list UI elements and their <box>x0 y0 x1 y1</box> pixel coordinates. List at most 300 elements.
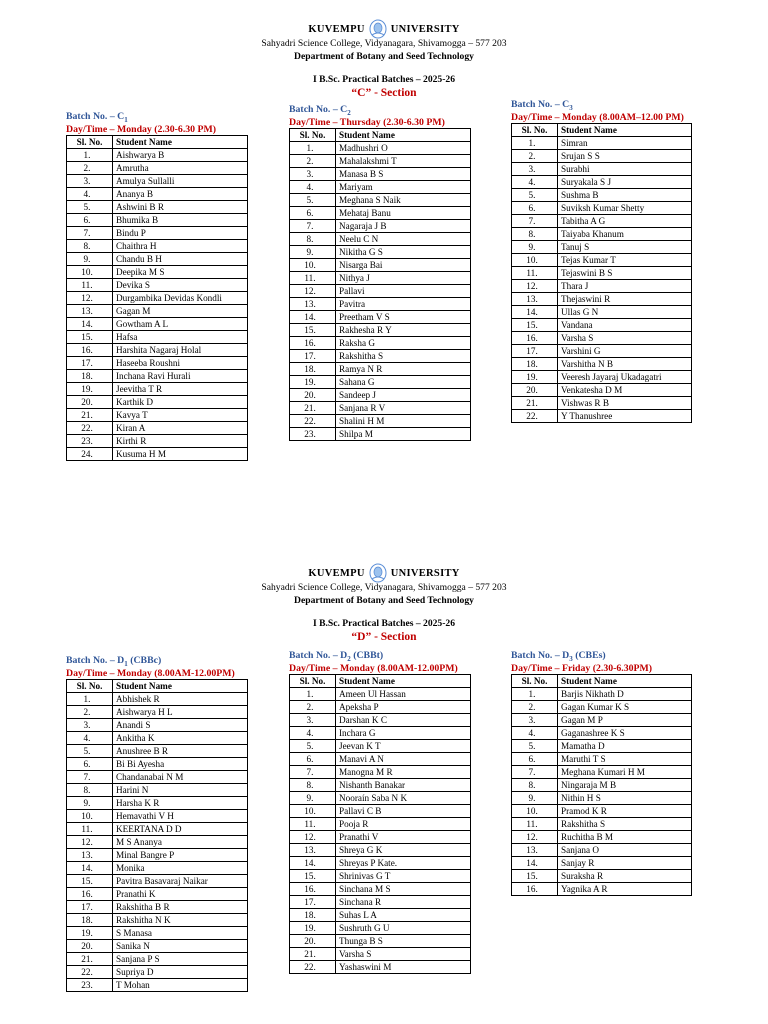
student-name: Meghana Kumari H M <box>558 765 692 778</box>
batch-number: Batch No. – $D_2$ (CBBt) <box>289 650 384 663</box>
student-name: Pavitra <box>336 297 471 310</box>
college-name: Sahyadri Science College, Vidyanagara, Shivamogga – 577 203 <box>261 38 507 49</box>
student-name: Darshan K C <box>336 713 471 726</box>
student-name: Durgambika Devidas Kondli <box>113 291 248 304</box>
table-row <box>512 240 692 253</box>
column-header-sl-no: Sl. No. <box>290 674 336 687</box>
batch-daytime: Day/Time – Friday (2.30-6.30PM) <box>511 662 653 674</box>
serial-number: 22. <box>67 965 113 978</box>
student-name: Nooraín Saba N K <box>336 791 471 804</box>
student-name: Aishwarya H L <box>113 705 248 718</box>
table-row <box>290 791 471 804</box>
serial-number: 12. <box>512 279 558 292</box>
student-name: Surabhi <box>558 162 692 175</box>
student-name: Thara J <box>558 279 692 292</box>
serial-number: 20. <box>67 939 113 952</box>
university-row <box>0 562 768 584</box>
table-row <box>290 141 471 154</box>
serial-number: 24. <box>67 447 113 460</box>
student-name: Mariyam <box>336 180 471 193</box>
table-row <box>290 804 471 817</box>
serial-number: 11. <box>67 822 113 835</box>
serial-number: 7. <box>512 765 558 778</box>
student-name: Pooja R <box>336 817 471 830</box>
student-name: Rakshitha S <box>336 349 471 362</box>
university-name-left: KUVEMPU <box>308 567 365 579</box>
table-row <box>67 718 248 731</box>
table-row <box>512 162 692 175</box>
serial-number: 17. <box>67 356 113 369</box>
serial-number: 14. <box>512 305 558 318</box>
serial-number: 3. <box>67 718 113 731</box>
table-row <box>67 265 248 278</box>
student-name: Varshitha N B <box>558 357 692 370</box>
serial-number: 19. <box>290 375 336 388</box>
student-name: Nithin H S <box>558 791 692 804</box>
student-name: Abhishek R <box>113 692 248 705</box>
university-row <box>0 18 768 40</box>
student-name: Preetham V S <box>336 310 471 323</box>
serial-number: 15. <box>290 323 336 336</box>
table-row <box>290 206 471 219</box>
table-row <box>67 382 248 395</box>
student-name: Anandi S <box>113 718 248 731</box>
table-row <box>512 791 692 804</box>
serial-number: 14. <box>67 317 113 330</box>
serial-number: 10. <box>512 804 558 817</box>
serial-number: 3. <box>290 713 336 726</box>
student-name: Ananya B <box>113 187 248 200</box>
serial-number: 15. <box>67 330 113 343</box>
serial-number: 11. <box>512 266 558 279</box>
serial-number: 21. <box>512 396 558 409</box>
student-name: Sushma B <box>558 188 692 201</box>
table-row <box>67 783 248 796</box>
student-name: Tanuj S <box>558 240 692 253</box>
section-c <box>0 18 768 99</box>
table-row <box>290 388 471 401</box>
batch-d1 <box>66 655 248 992</box>
serial-number: 5. <box>512 188 558 201</box>
serial-number: 16. <box>512 882 558 895</box>
student-name: Sushruth G U <box>336 921 471 934</box>
table-row <box>67 343 248 356</box>
table-row <box>67 174 248 187</box>
student-name: Varshini G <box>558 344 692 357</box>
column-header-student-name: Student Name <box>558 123 692 136</box>
table-row <box>290 713 471 726</box>
student-name: Harshita Nagaraj Holal <box>113 343 248 356</box>
batches-title: I B.Sc. Practical Batches – 2025-26 <box>312 618 456 629</box>
serial-number: 20. <box>290 388 336 401</box>
student-name: Jeevan K T <box>336 739 471 752</box>
serial-number: 16. <box>290 336 336 349</box>
column-header-student-name: Student Name <box>336 128 471 141</box>
serial-number: 6. <box>290 206 336 219</box>
table-row <box>67 926 248 939</box>
student-name: Manavi A N <box>336 752 471 765</box>
serial-number: 1. <box>290 687 336 700</box>
page-header <box>0 562 768 643</box>
column-header-sl-no: Sl. No. <box>290 128 336 141</box>
serial-number: 2. <box>290 154 336 167</box>
table-row <box>67 770 248 783</box>
table-row <box>290 323 471 336</box>
student-name: Shreyas P Kate. <box>336 856 471 869</box>
student-name: Pallavi C B <box>336 804 471 817</box>
table-row <box>290 414 471 427</box>
serial-number: 15. <box>67 874 113 887</box>
student-name: Hemavathi V H <box>113 809 248 822</box>
college-name: Sahyadri Science College, Vidyanagara, Shivamogga – 577 203 <box>261 582 507 593</box>
table-row <box>512 136 692 149</box>
student-name: Yagnika A R <box>558 882 692 895</box>
student-name: Sahana G <box>336 375 471 388</box>
serial-number: 21. <box>67 408 113 421</box>
student-name: Manogna M R <box>336 765 471 778</box>
table-row <box>67 705 248 718</box>
student-name: Nithya J <box>336 271 471 284</box>
serial-number: 4. <box>512 726 558 739</box>
batch-d2 <box>289 650 471 974</box>
student-name: Haseeba Roushni <box>113 356 248 369</box>
table-row <box>67 913 248 926</box>
student-name: Kiran A <box>113 421 248 434</box>
serial-number: 2. <box>290 700 336 713</box>
table-row <box>512 869 692 882</box>
batch-daytime: Day/Time – Monday (8.00AM-12.00PM) <box>66 667 235 679</box>
serial-number: 9. <box>512 240 558 253</box>
student-name: Apeksha P <box>336 700 471 713</box>
serial-number: 19. <box>67 926 113 939</box>
serial-number: 2. <box>67 161 113 174</box>
serial-number: 15. <box>512 318 558 331</box>
serial-number: 13. <box>512 292 558 305</box>
batch-c2 <box>289 104 471 441</box>
table-row <box>290 960 471 973</box>
student-name: Sandeep J <box>336 388 471 401</box>
table-row <box>67 252 248 265</box>
student-name: Shreya G K <box>336 843 471 856</box>
serial-number: 16. <box>67 887 113 900</box>
table-row <box>290 947 471 960</box>
serial-number: 7. <box>512 214 558 227</box>
serial-number: 3. <box>67 174 113 187</box>
serial-number: 23. <box>67 434 113 447</box>
table-row <box>290 362 471 375</box>
table-row <box>67 161 248 174</box>
serial-number: 22. <box>67 421 113 434</box>
serial-number: 18. <box>67 913 113 926</box>
table-row <box>512 214 692 227</box>
serial-number: 15. <box>290 869 336 882</box>
serial-number: 20. <box>67 395 113 408</box>
student-name: Ruchitha B M <box>558 830 692 843</box>
student-name: Neelu C N <box>336 232 471 245</box>
student-name: Simran <box>558 136 692 149</box>
serial-number: 1. <box>67 692 113 705</box>
serial-number: 12. <box>67 291 113 304</box>
table-row <box>67 291 248 304</box>
table-row <box>290 349 471 362</box>
table-row <box>290 687 471 700</box>
serial-number: 2. <box>512 700 558 713</box>
serial-number: 13. <box>512 843 558 856</box>
serial-number: 17. <box>290 349 336 362</box>
table-row <box>290 297 471 310</box>
serial-number: 1. <box>512 687 558 700</box>
table-row <box>512 700 692 713</box>
table-row <box>290 934 471 947</box>
table-row <box>67 447 248 460</box>
serial-number: 10. <box>512 253 558 266</box>
serial-number: 7. <box>67 226 113 239</box>
serial-number: 12. <box>290 830 336 843</box>
student-name: Rakshitha B R <box>113 900 248 913</box>
serial-number: 11. <box>290 271 336 284</box>
table-row <box>290 284 471 297</box>
serial-number: 22. <box>512 409 558 422</box>
serial-number: 20. <box>512 383 558 396</box>
table-row <box>290 778 471 791</box>
serial-number: 18. <box>67 369 113 382</box>
table-row <box>67 200 248 213</box>
serial-number: 1. <box>512 136 558 149</box>
table-row <box>512 687 692 700</box>
serial-number: 5. <box>512 739 558 752</box>
serial-number: 17. <box>512 344 558 357</box>
table-row <box>290 843 471 856</box>
batch-c3 <box>511 99 692 423</box>
table-row <box>67 356 248 369</box>
student-name: Mamatha D <box>558 739 692 752</box>
student-name: Ameen Ul Hassan <box>336 687 471 700</box>
serial-number: 14. <box>67 861 113 874</box>
batches-title: I B.Sc. Practical Batches – 2025-26 <box>312 74 456 85</box>
student-name: Ningaraja M B <box>558 778 692 791</box>
table-row <box>290 154 471 167</box>
table-row <box>67 239 248 252</box>
student-name: Pramod K R <box>558 804 692 817</box>
serial-number: 5. <box>67 200 113 213</box>
table-row <box>512 843 692 856</box>
batch-daytime: Day/Time – Monday (8.00AM-12.00PM) <box>289 662 458 674</box>
page-header <box>0 18 768 99</box>
table-row <box>290 752 471 765</box>
serial-number: 2. <box>512 149 558 162</box>
table-row <box>290 921 471 934</box>
student-name: Shilpa M <box>336 427 471 440</box>
table-row <box>67 939 248 952</box>
table-row <box>512 253 692 266</box>
student-name: Gagan M <box>113 304 248 317</box>
serial-number: 8. <box>512 227 558 240</box>
student-name: Sanjay R <box>558 856 692 869</box>
section-title: “C” - Section <box>351 87 417 99</box>
table-row <box>290 310 471 323</box>
student-name: Pavitra Basavaraj Naikar <box>113 874 248 887</box>
university-name-left: KUVEMPU <box>308 23 365 35</box>
university-name-right: UNIVERSITY <box>390 23 460 35</box>
serial-number: 8. <box>67 783 113 796</box>
serial-number: 12. <box>67 835 113 848</box>
column-header-sl-no: Sl. No. <box>67 135 113 148</box>
table-row <box>67 744 248 757</box>
student-name: Devika S <box>113 278 248 291</box>
table-row <box>512 149 692 162</box>
student-name: KEERTANA D D <box>113 822 248 835</box>
student-name: Sinchana M S <box>336 882 471 895</box>
student-name: Jeevitha T R <box>113 382 248 395</box>
table-row <box>67 317 248 330</box>
serial-number: 16. <box>290 882 336 895</box>
student-name: Harsha K R <box>113 796 248 809</box>
student-name: Hafsa <box>113 330 248 343</box>
table-row <box>512 227 692 240</box>
table-row <box>290 700 471 713</box>
student-name: Nisarga Bai <box>336 258 471 271</box>
student-name: Ullas G N <box>558 305 692 318</box>
serial-number: 7. <box>290 219 336 232</box>
student-name: Srujan S S <box>558 149 692 162</box>
table-row <box>290 271 471 284</box>
serial-number: 23. <box>67 978 113 991</box>
table-row <box>67 408 248 421</box>
batch-daytime: Day/Time – Monday (2.30-6.30 PM) <box>66 123 217 135</box>
batch-number: Batch No. – $C_2$ <box>289 104 351 117</box>
serial-number: 1. <box>290 141 336 154</box>
column-header-student-name: Student Name <box>336 674 471 687</box>
student-name: Tejaswini B S <box>558 266 692 279</box>
student-name: Karthik D <box>113 395 248 408</box>
table-row <box>512 882 692 895</box>
serial-number: 12. <box>512 830 558 843</box>
batch-daytime: Day/Time – Monday (8.00AM–12.00 PM) <box>511 111 684 123</box>
column-header-student-name: Student Name <box>113 135 248 148</box>
serial-number: 20. <box>290 934 336 947</box>
table-row <box>67 692 248 705</box>
table-row <box>67 395 248 408</box>
table-row <box>512 344 692 357</box>
table-row <box>67 304 248 317</box>
serial-number: 18. <box>290 362 336 375</box>
table-row <box>67 434 248 447</box>
student-name: Chaithra H <box>113 239 248 252</box>
student-name: Suhas L A <box>336 908 471 921</box>
student-name: Pranathi V <box>336 830 471 843</box>
student-name: Sinchana R <box>336 895 471 908</box>
table-row <box>290 908 471 921</box>
serial-number: 6. <box>512 201 558 214</box>
student-name: Anushree B R <box>113 744 248 757</box>
serial-number: 3. <box>512 162 558 175</box>
serial-number: 10. <box>290 804 336 817</box>
table-row <box>290 856 471 869</box>
student-name: Rakshitha S <box>558 817 692 830</box>
table-row <box>512 396 692 409</box>
serial-number: 21. <box>290 401 336 414</box>
table-row <box>512 739 692 752</box>
serial-number: 14. <box>512 856 558 869</box>
table-row <box>512 279 692 292</box>
table-row <box>512 778 692 791</box>
serial-number: 14. <box>290 310 336 323</box>
serial-number: 3. <box>512 713 558 726</box>
table-row <box>290 180 471 193</box>
student-name: Gowtham A L <box>113 317 248 330</box>
student-name: M S Ananya <box>113 835 248 848</box>
student-name: S Manasa <box>113 926 248 939</box>
table-row <box>512 856 692 869</box>
serial-number: 6. <box>67 757 113 770</box>
student-name: Veeresh Jayaraj Ukadagatri <box>558 370 692 383</box>
serial-number: 9. <box>290 245 336 258</box>
serial-number: 1. <box>67 148 113 161</box>
table-row <box>512 804 692 817</box>
serial-number: 6. <box>67 213 113 226</box>
table-row <box>290 193 471 206</box>
student-name: Maruthi T S <box>558 752 692 765</box>
table-row <box>67 874 248 887</box>
university-logo-icon <box>369 563 387 583</box>
table-row <box>290 245 471 258</box>
student-name: Chandanabai N M <box>113 770 248 783</box>
section-d <box>0 562 768 643</box>
serial-number: 21. <box>67 952 113 965</box>
table-row <box>512 188 692 201</box>
student-name: Harini N <box>113 783 248 796</box>
batch-number: Batch No. – $D_1$ (CBBc) <box>66 655 162 668</box>
serial-number: 8. <box>67 239 113 252</box>
serial-number: 22. <box>290 414 336 427</box>
student-name: Aishwarya B <box>113 148 248 161</box>
student-name: Manasa B S <box>336 167 471 180</box>
student-name: Amrutha <box>113 161 248 174</box>
student-name: Y Thanushree <box>558 409 692 422</box>
student-name: Gagan Kumar K S <box>558 700 692 713</box>
table-row <box>290 401 471 414</box>
table-row <box>67 226 248 239</box>
table-row <box>67 421 248 434</box>
serial-number: 10. <box>67 809 113 822</box>
student-name: Pranathi K <box>113 887 248 900</box>
university-name-right: UNIVERSITY <box>390 567 460 579</box>
serial-number: 7. <box>67 770 113 783</box>
table-row <box>512 370 692 383</box>
table-row <box>290 830 471 843</box>
serial-number: 5. <box>290 739 336 752</box>
student-name: Inchara G <box>336 726 471 739</box>
serial-number: 10. <box>290 258 336 271</box>
student-name: Ashwini B R <box>113 200 248 213</box>
serial-number: 19. <box>67 382 113 395</box>
table-row <box>512 266 692 279</box>
table-row <box>67 848 248 861</box>
student-name: Thunga B S <box>336 934 471 947</box>
table-row <box>67 213 248 226</box>
student-name: Pallavi <box>336 284 471 297</box>
table-row <box>290 882 471 895</box>
serial-number: 2. <box>67 705 113 718</box>
table-row <box>290 739 471 752</box>
column-header-student-name: Student Name <box>113 679 248 692</box>
serial-number: 9. <box>512 791 558 804</box>
student-name: Varsha S <box>336 947 471 960</box>
university-logo-icon <box>369 19 387 39</box>
student-name: Madhushri O <box>336 141 471 154</box>
serial-number: 4. <box>512 175 558 188</box>
batch-number: Batch No. – $C_3$ <box>511 99 573 112</box>
